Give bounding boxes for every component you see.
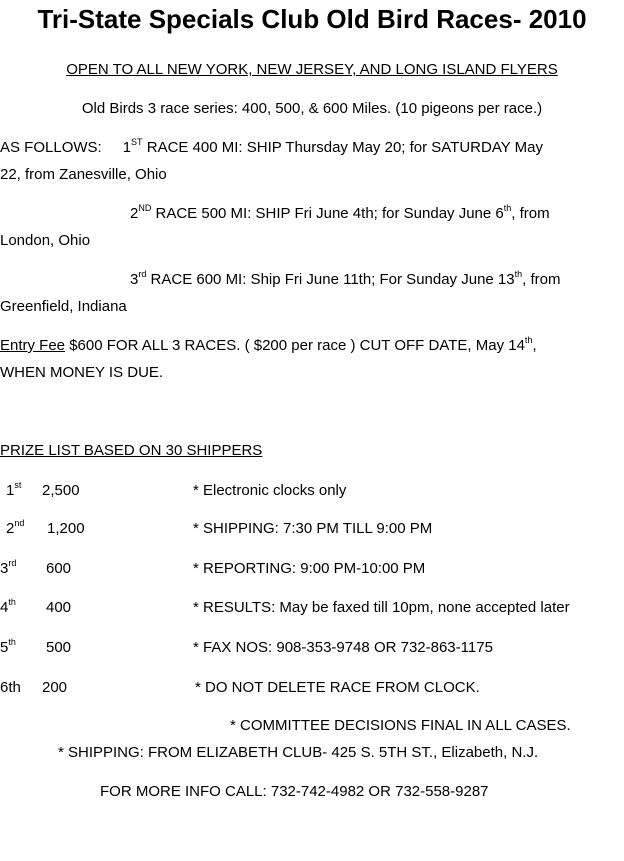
subtitle: OPEN TO ALL NEW YORK, NEW JERSEY, AND LONG ISLAND FLYERS — [66, 61, 558, 78]
race-1-cont: 22, from Zanesville, Ohio — [0, 166, 167, 183]
prize-amount: 400 — [46, 599, 72, 616]
race-3-sup2: th — [514, 269, 523, 279]
entry-fee-sup: th — [524, 335, 533, 345]
race-1-num: 1 — [122, 139, 132, 156]
prize-rank: 6th — [0, 679, 21, 696]
prize-note: * SHIPPING: 7:30 PM TILL 9:00 PM — [193, 520, 433, 537]
committee-note: * COMMITTEE DECISIONS FINAL IN ALL CASES. — [230, 717, 571, 734]
race-2-line — [130, 205, 550, 222]
prize-rank: 3rd — [0, 558, 17, 577]
prize-note: * Electronic clocks only — [193, 482, 347, 499]
prize-rank: 5th — [0, 637, 16, 656]
entry-fee-cont: WHEN MONEY IS DUE. — [0, 364, 164, 381]
race-1-line — [0, 139, 543, 156]
page-title: Tri-State Specials Club Old Bird Races- 2010 — [37, 4, 587, 34]
as-follows-label: AS FOLLOWS: — [0, 139, 102, 156]
race-1-sup: ST — [131, 137, 143, 147]
prize-rank: 4th — [0, 597, 16, 616]
race-2-cont: London, Ohio — [0, 232, 91, 249]
prize-note: * DO NOT DELETE RACE FROM CLOCK. — [195, 679, 480, 696]
prize-rank: 2nd — [6, 518, 25, 537]
prize-rank: 1st — [6, 480, 22, 499]
prize-list-header: PRIZE LIST BASED ON 30 SHIPPERS — [0, 442, 263, 459]
entry-fee-label: Entry Fee — [0, 337, 66, 354]
race-3-text-a: RACE 600 MI: Ship Fri June 11th; For Sunday June 13 — [146, 271, 515, 288]
race-3-text-b: , from — [522, 271, 561, 288]
race-2-sup: ND — [138, 203, 152, 213]
prize-note: * RESULTS: May be faxed till 10pm, none accepted later — [193, 599, 570, 616]
race-3-cont: Greenfield, Indiana — [0, 298, 127, 315]
entry-fee-text-a: $600 FOR ALL 3 RACES. ( $200 per race ) CUT OFF DATE, May 14 — [65, 337, 525, 354]
race-1-text: RACE 400 MI: SHIP Thursday May 20; for SATURDAY May — [142, 139, 543, 156]
race-2-sup2: th — [503, 203, 512, 213]
race-2-num: 2 — [130, 205, 139, 222]
prize-amount: 1,200 — [47, 520, 85, 537]
more-info: FOR MORE INFO CALL: 732-742-4982 OR 732-558-9287 — [100, 783, 489, 800]
prize-note: * REPORTING: 9:00 PM-10:00 PM — [193, 560, 426, 577]
prize-note: * FAX NOS: 908-353-9748 OR 732-863-1175 — [193, 639, 493, 656]
shipping-note: * SHIPPING: FROM ELIZABETH CLUB- 425 S. 5TH ST., Elizabeth, N.J. — [58, 744, 539, 761]
race-3-line — [130, 271, 560, 288]
prize-amount: 600 — [46, 560, 72, 577]
entry-fee-text-b: , — [532, 337, 537, 354]
prize-amount: 200 — [42, 679, 68, 696]
entry-fee-line — [0, 337, 537, 354]
race-2-text-b: , from — [511, 205, 550, 222]
prize-amount: 500 — [46, 639, 72, 656]
prize-amount: 2,500 — [42, 482, 80, 499]
race-2-text-a: RACE 500 MI: SHIP Fri June 4th; for Sunday June 6 — [151, 205, 504, 222]
race-series: Old Birds 3 race series: 400, 500, & 600 Miles. (10 pigeons per race.) — [81, 100, 543, 117]
race-3-num: 3 — [130, 271, 139, 288]
race-3-sup: rd — [138, 269, 147, 279]
